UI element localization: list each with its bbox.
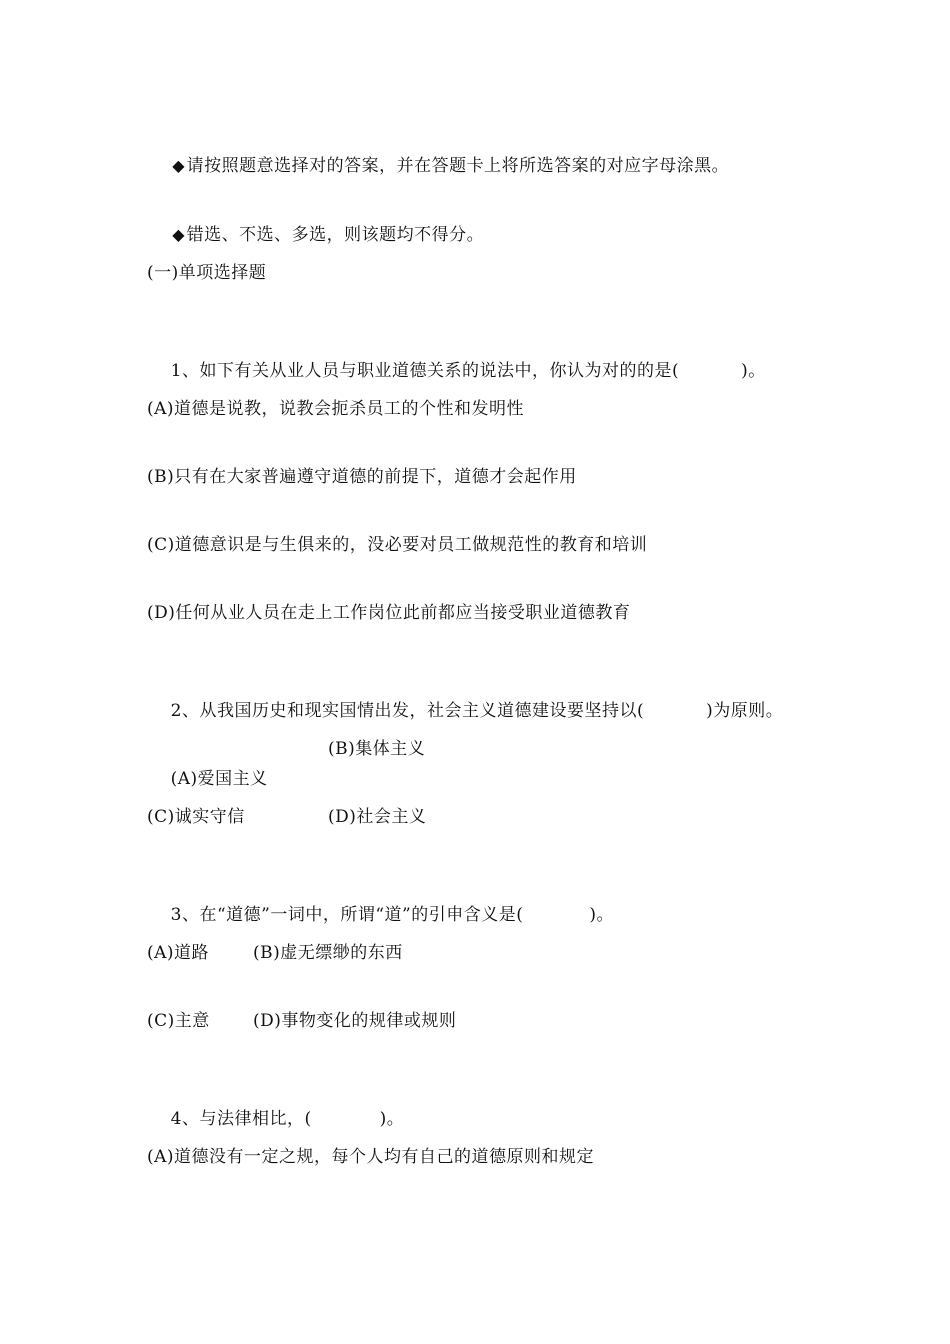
question-3-stem xyxy=(147,870,614,925)
question-1-stem xyxy=(147,326,766,381)
question-stem-before: 3、在“道德”一词中，所谓“道”的引申含义是( xyxy=(170,905,524,925)
instruction-1 xyxy=(147,121,730,176)
diamond-bullet-icon: ◆ xyxy=(172,225,186,244)
question-1-option-c: (C)道德意识是与生俱来的，没必要对员工做规范性的教育和培训 xyxy=(147,535,648,555)
instruction-text: 错选、不选、多选，则该题均不得分。 xyxy=(186,225,485,245)
question-3-option-c: (C)主意 xyxy=(147,1011,210,1031)
instruction-text: 请按照题意选择对的答案，并在答题卡上将所选答案的对应字母涂黑。 xyxy=(186,156,730,176)
question-1-option-b: (B)只有在大家普遍遵守道德的前提下，道德才会起作用 xyxy=(147,467,577,487)
question-2-stem xyxy=(147,666,784,721)
question-stem-before: 2、从我国历史和现实国情出发，社会主义道德建设要坚持以( xyxy=(170,701,645,721)
question-stem-before: 4、与法律相比，( xyxy=(170,1109,312,1129)
question-2-option-d: (D)社会主义 xyxy=(328,807,427,827)
question-3-option-b: (B)虚无缥缈的东西 xyxy=(253,943,403,963)
question-4-stem xyxy=(147,1074,405,1129)
question-stem-after: )。 xyxy=(741,361,766,381)
question-3-option-a: (A)道路 xyxy=(147,943,210,963)
diamond-bullet-icon: ◆ xyxy=(172,156,186,175)
question-1-option-d: (D)任何从业人员在走上工作岗位此前都应当接受职业道德教育 xyxy=(147,603,631,623)
question-stem-after: )。 xyxy=(379,1109,405,1129)
question-stem-before: 1、如下有关从业人员与职业道德关系的说法中，你认为对的的是( xyxy=(170,361,680,381)
question-2-option-a: (A)爱国主义 xyxy=(170,769,268,789)
question-1-option-a: (A)道德是说教，说教会扼杀员工的个性和发明性 xyxy=(147,399,525,419)
question-2-option-row-1 xyxy=(147,734,268,789)
question-3-option-d: (D)事物变化的规律或规则 xyxy=(253,1011,457,1031)
question-4-option-a: (A)道德没有一定之规，每个人均有自己的道德原则和规定 xyxy=(147,1147,595,1167)
question-2-option-b: (B)集体主义 xyxy=(328,739,426,759)
instruction-2 xyxy=(147,190,485,245)
question-stem-after: )为原则。 xyxy=(706,701,784,721)
section-title: (一)单项选择题 xyxy=(147,263,267,283)
question-2-option-c: (C)诚实守信 xyxy=(147,807,245,827)
question-stem-after: )。 xyxy=(589,905,614,925)
